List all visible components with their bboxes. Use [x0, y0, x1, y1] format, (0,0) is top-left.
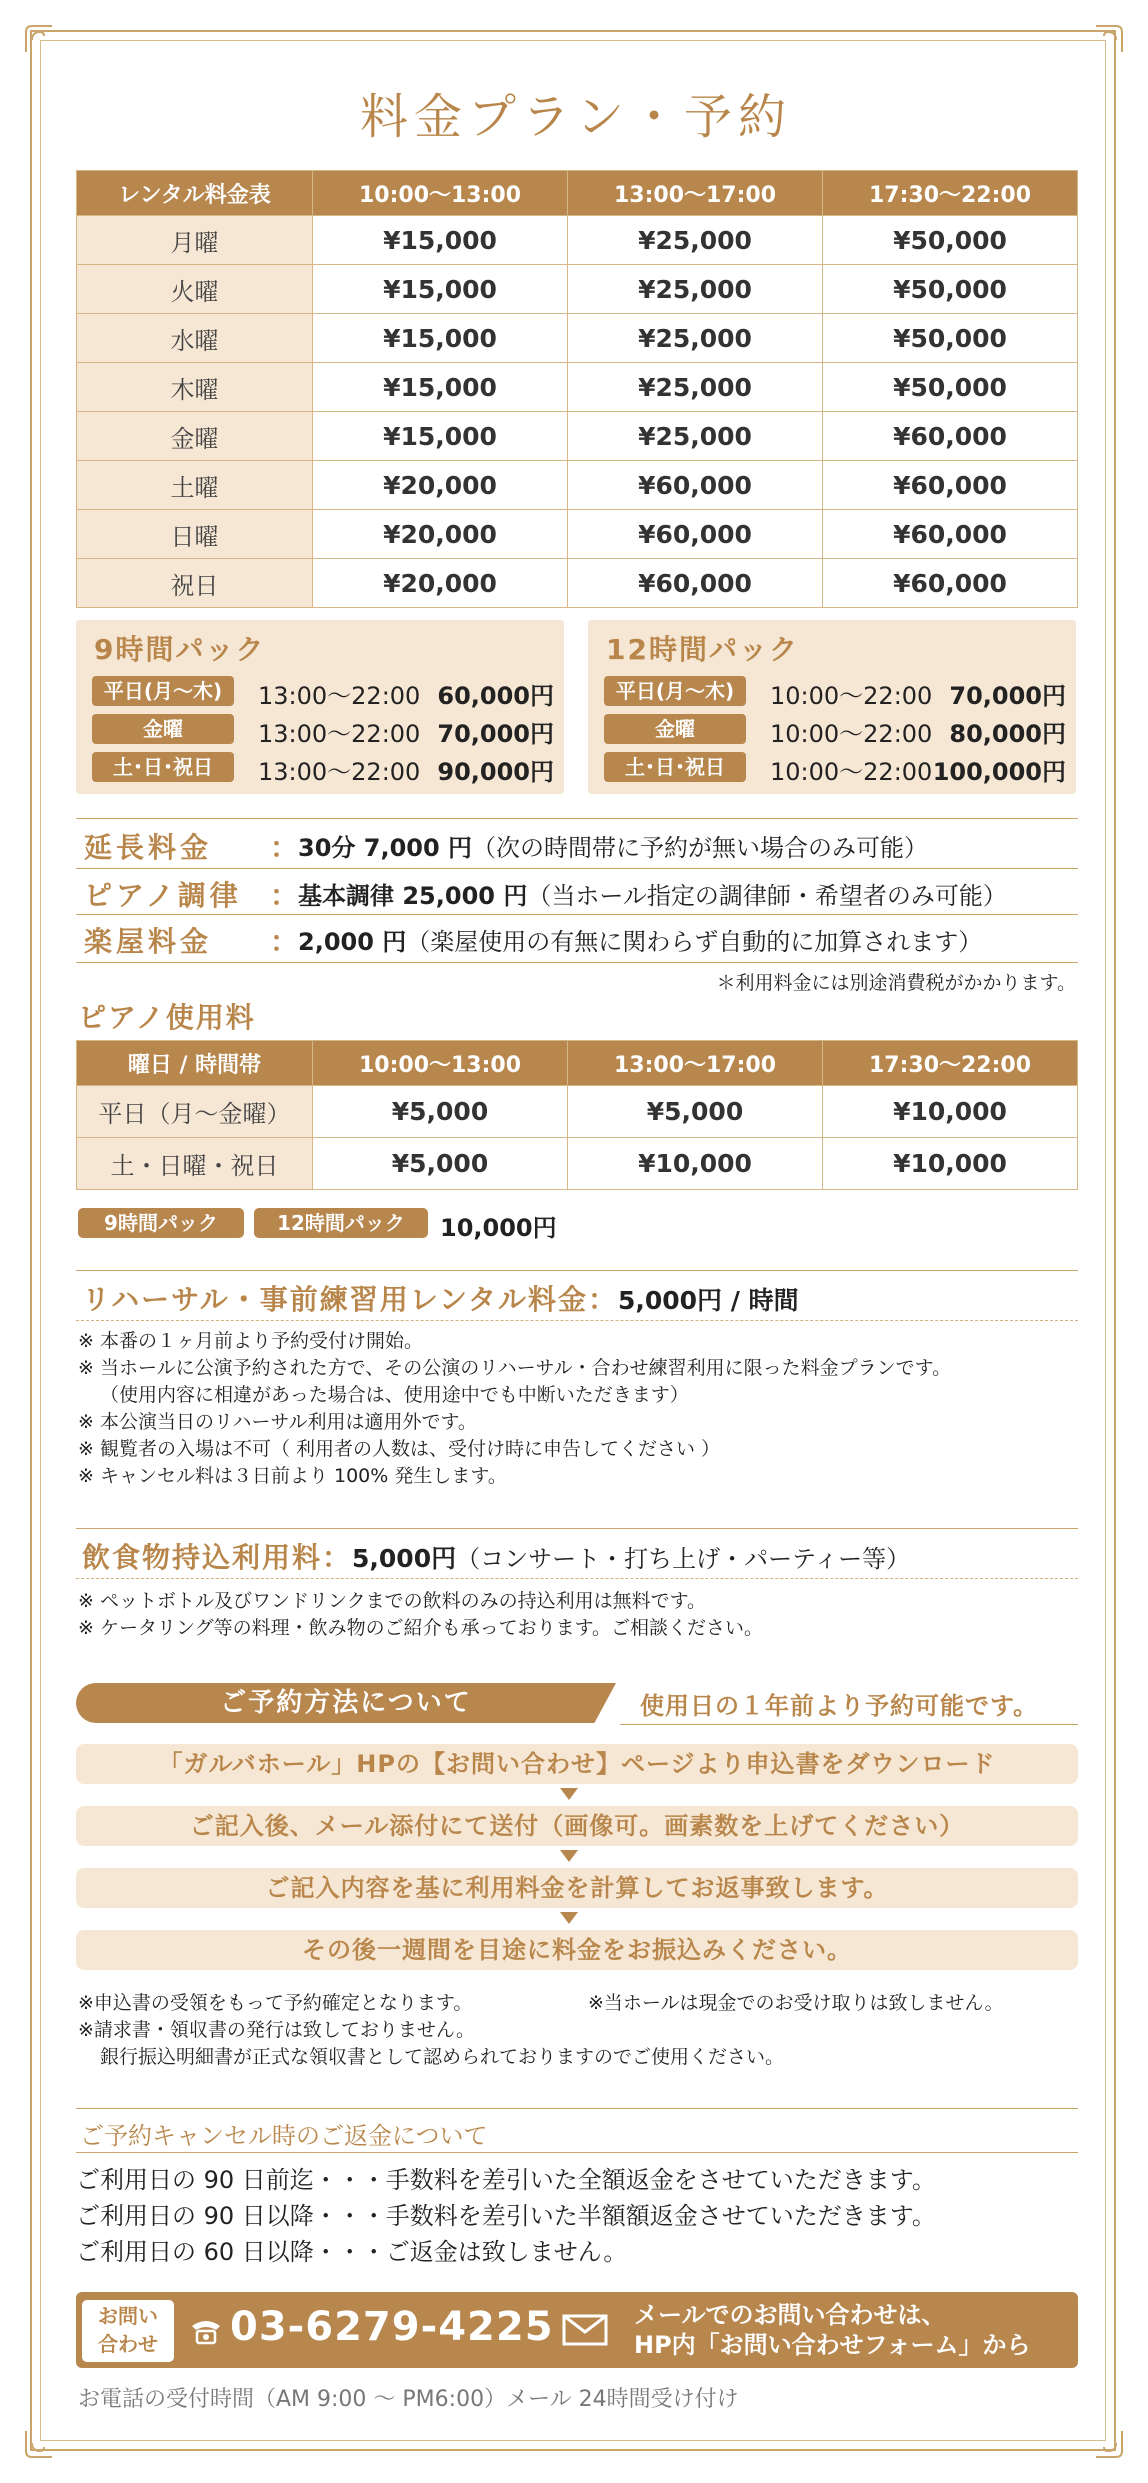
piano-price-table — [76, 1040, 1078, 1190]
table-row — [77, 363, 1078, 412]
price-cell: ¥15,000 — [313, 412, 568, 461]
pack-time: 10:00〜22:00 — [770, 758, 933, 786]
day-cell: 平日（月〜金曜） — [77, 1086, 313, 1138]
table-header: 17:30〜22:00 — [823, 1041, 1078, 1086]
pack-row — [604, 712, 1074, 746]
table-row — [77, 559, 1078, 608]
divider — [76, 962, 1078, 963]
pack-day-badge: 金曜 — [604, 714, 746, 744]
pack-badge-12h: 12時間パック — [254, 1208, 428, 1238]
fee-note: （当ホール指定の調律師・希望者のみ可能） — [527, 882, 1007, 910]
fee-note: （楽屋使用の有無に関わらず自動的に加算されます） — [406, 928, 983, 956]
price-cell: ¥60,000 — [568, 510, 823, 559]
price-cell: ¥60,000 — [823, 412, 1078, 461]
day-cell: 木曜 — [77, 363, 313, 412]
pack-price: 100,000円 — [932, 758, 1066, 786]
divider — [76, 914, 1078, 915]
pack-title: 12時間パック — [606, 633, 799, 666]
fee-amount: 30分 7,000 円 — [298, 834, 473, 862]
food-value: 5,000円 — [352, 1544, 457, 1573]
pack-time: 10:00〜22:00 — [770, 682, 933, 710]
table-row — [77, 1086, 1078, 1138]
rehearsal-note: ※ 本公演当日のリハーサル利用は適用外です。 — [78, 1411, 477, 1433]
contact-mail-line: メールでのお問い合わせは、 — [634, 2301, 946, 2329]
reserve-note: 銀行振込明細書が正式な領収書として認められておりますのでご使用ください。 — [100, 2046, 785, 2068]
divider — [620, 1724, 1078, 1725]
corner-ornament-icon — [1092, 2427, 1126, 2461]
reserve-step-2: ご記入後、メール添付にて送付（画像可。画素数を上げてください） — [76, 1806, 1078, 1846]
contact-mail-text — [634, 2300, 1030, 2360]
contact-bar — [76, 2292, 1078, 2368]
food-row — [82, 1536, 1082, 1576]
rehearsal-value: 5,000円 / 時間 — [617, 1286, 799, 1315]
fee-value — [298, 922, 982, 957]
reserve-note: ※申込書の受領をもって予約確定となります。 — [78, 1992, 473, 2014]
table-row — [77, 314, 1078, 363]
price-cell: ¥60,000 — [823, 461, 1078, 510]
reserve-note: ※請求書・領収書の発行は致しておりません。 — [78, 2019, 476, 2041]
price-cell: ¥50,000 — [823, 265, 1078, 314]
fee-value — [298, 876, 1007, 911]
step-arrow-icon — [560, 1912, 578, 1924]
divider — [76, 1528, 1078, 1529]
table-header-row — [77, 1041, 1078, 1086]
day-cell: 土・日曜・祝日 — [77, 1138, 313, 1190]
cancel-line: ご利用日の 90 日以降・・・手数料を差引いた半額額返金させていただきます。 — [76, 2202, 936, 2230]
divider — [76, 2152, 1078, 2153]
price-cell: ¥25,000 — [568, 265, 823, 314]
food-label: 飲食物持込利用料： — [82, 1541, 353, 1574]
table-row — [77, 510, 1078, 559]
fee-colon: ： — [270, 925, 299, 958]
pack-price: 90,000円 — [437, 758, 554, 786]
pack-row — [92, 750, 562, 784]
piano-pack-price: 10,000円 — [440, 1214, 557, 1242]
table-row — [77, 216, 1078, 265]
price-cell: ¥60,000 — [823, 510, 1078, 559]
pack-row — [604, 750, 1074, 784]
contact-badge — [82, 2300, 174, 2362]
table-header: 13:00〜17:00 — [568, 171, 823, 216]
price-cell: ¥10,000 — [568, 1138, 823, 1190]
pack-price: 70,000円 — [949, 682, 1066, 710]
rehearsal-note: ※ 観覧者の入場は不可（ 利用者の人数は、受付け時に申告してください ） — [78, 1438, 721, 1460]
pack-time: 13:00〜22:00 — [258, 682, 421, 710]
price-cell: ¥15,000 — [313, 363, 568, 412]
tax-note: ＊利用料金には別途消費税がかかります。 — [716, 972, 1076, 994]
fee-label: ピアノ調律 — [84, 879, 242, 912]
rehearsal-note: ※ キャンセル料は３日前より 100% 発生します。 — [78, 1465, 507, 1487]
contact-hours: お電話の受付時間（AM 9:00 〜 PM6:00）メール 24時間受け付け — [78, 2387, 739, 2412]
cancel-line: ご利用日の 60 日以降・・・ご返金は致しません。 — [76, 2238, 628, 2266]
table-header-row — [77, 171, 1078, 216]
pack-price: 80,000円 — [949, 720, 1066, 748]
price-cell: ¥50,000 — [823, 314, 1078, 363]
price-cell: ¥10,000 — [823, 1086, 1078, 1138]
rehearsal-note: ※ 当ホールに公演予約された方で、その公演のリハーサル・合わせ練習利用に限った料金プランです。 — [78, 1357, 952, 1379]
cancel-line: ご利用日の 90 日前迄・・・手数料を差引いた全額返金をさせていただきます。 — [76, 2166, 936, 2194]
price-cell: ¥5,000 — [568, 1086, 823, 1138]
corner-ornament-icon — [22, 2427, 56, 2461]
dotted-divider — [76, 1320, 1078, 1321]
price-cell: ¥5,000 — [313, 1086, 568, 1138]
price-cell: ¥20,000 — [313, 510, 568, 559]
pack-box-12h — [588, 620, 1076, 794]
contact-phone[interactable]: 03-6279-4225 — [230, 2304, 554, 2350]
table-row — [77, 412, 1078, 461]
divider — [76, 2108, 1078, 2109]
step-arrow-icon — [560, 1850, 578, 1862]
rehearsal-note: ※ 本番の１ヶ月前より予約受付け開始。 — [78, 1330, 423, 1352]
price-cell: ¥60,000 — [568, 559, 823, 608]
pack-day-badge: 平日(月〜木) — [604, 676, 746, 706]
price-cell: ¥25,000 — [568, 314, 823, 363]
price-cell: ¥5,000 — [313, 1138, 568, 1190]
pack-time: 13:00〜22:00 — [258, 720, 421, 748]
contact-badge-line: 合わせ — [98, 2332, 158, 2356]
pack-time: 13:00〜22:00 — [258, 758, 421, 786]
fee-label: 延長料金 — [84, 831, 213, 864]
rehearsal-label: リハーサル・事前練習用レンタル料金： — [82, 1283, 618, 1316]
fee-label: 楽屋料金 — [84, 925, 213, 958]
pack-row — [604, 674, 1074, 708]
reserve-step-4: その後一週間を目途に料金をお振込みください。 — [76, 1930, 1078, 1970]
corner-ornament-icon — [22, 22, 56, 56]
price-cell: ¥15,000 — [313, 265, 568, 314]
divider — [76, 1270, 1078, 1271]
rehearsal-row — [82, 1278, 1082, 1318]
mail-icon — [562, 2314, 608, 2346]
price-cell: ¥15,000 — [313, 314, 568, 363]
table-header: 曜日 / 時間帯 — [77, 1041, 313, 1086]
reserve-title: ご予約方法について — [220, 1688, 472, 1718]
price-cell: ¥20,000 — [313, 461, 568, 510]
table-header: 10:00〜13:00 — [313, 171, 568, 216]
day-cell: 日曜 — [77, 510, 313, 559]
fee-amount: 2,000 円 — [298, 928, 407, 956]
cancel-title: ご予約キャンセル時のご返金について — [80, 2122, 488, 2150]
day-cell: 月曜 — [77, 216, 313, 265]
day-cell: 土曜 — [77, 461, 313, 510]
pack-title: 9時間パック — [94, 633, 266, 666]
pack-box-9h — [76, 620, 564, 794]
table-header: 10:00〜13:00 — [313, 1041, 568, 1086]
reserve-step-1: 「ガルバホール」HPの【お問い合わせ】ページより申込書をダウンロード — [76, 1744, 1078, 1784]
page-title: 料金プラン・予約 — [359, 89, 792, 145]
pack-row — [92, 674, 562, 708]
rental-price-table — [76, 170, 1078, 608]
table-header: レンタル料金表 — [77, 171, 313, 216]
rehearsal-note: （使用内容に相違があった場合は、使用途中でも中断いただきます） — [100, 1384, 689, 1406]
divider — [76, 818, 1078, 819]
pack-day-badge: 土･日･祝日 — [604, 752, 746, 782]
pack-price: 60,000円 — [437, 682, 554, 710]
price-cell: ¥20,000 — [313, 559, 568, 608]
price-cell: ¥15,000 — [313, 216, 568, 265]
fee-amount: 基本調律 25,000 円 — [298, 882, 528, 910]
price-cell: ¥60,000 — [823, 559, 1078, 608]
pack-price: 70,000円 — [437, 720, 554, 748]
corner-ornament-icon — [1092, 22, 1126, 56]
pack-time: 10:00〜22:00 — [770, 720, 933, 748]
price-cell: ¥50,000 — [823, 363, 1078, 412]
reserve-note: ※当ホールは現金でのお受け取りは致しません。 — [588, 1992, 1004, 2014]
table-header: 17:30〜22:00 — [823, 171, 1078, 216]
reserve-step-3: ご記入内容を基に利用料金を計算してお返事致します。 — [76, 1868, 1078, 1908]
dotted-divider — [76, 1578, 1078, 1579]
price-cell: ¥50,000 — [823, 216, 1078, 265]
reserve-subtitle: 使用日の１年前より予約可能です。 — [640, 1692, 1039, 1720]
price-cell: ¥10,000 — [823, 1138, 1078, 1190]
fee-colon: ： — [270, 831, 299, 864]
price-cell: ¥25,000 — [568, 363, 823, 412]
piano-section-title: ピアノ使用料 — [78, 1001, 256, 1034]
fee-row-piano-tuning — [84, 874, 1084, 914]
pack-badge-9h: 9時間パック — [78, 1208, 244, 1238]
fee-colon: ： — [270, 879, 299, 912]
divider — [76, 868, 1078, 869]
pack-day-badge: 土･日･祝日 — [92, 752, 234, 782]
table-row — [77, 265, 1078, 314]
pack-day-badge: 金曜 — [92, 714, 234, 744]
table-header: 13:00〜17:00 — [568, 1041, 823, 1086]
pack-row — [92, 712, 562, 746]
food-note: （コンサート・打ち上げ・パーティー等） — [456, 1545, 911, 1573]
day-cell: 火曜 — [77, 265, 313, 314]
fee-row-dressing-room — [84, 920, 1084, 960]
table-row — [77, 461, 1078, 510]
pack-day-badge: 平日(月〜木) — [92, 676, 234, 706]
contact-mail-line: HP内「お問い合わせフォーム」から — [634, 2331, 1031, 2359]
food-note-line: ※ ペットボトル及びワンドリンクまでの飲料のみの持込利用は無料です。 — [78, 1590, 707, 1612]
price-cell: ¥25,000 — [568, 216, 823, 265]
fee-value — [298, 828, 928, 863]
day-cell: 祝日 — [77, 559, 313, 608]
price-cell: ¥60,000 — [568, 461, 823, 510]
price-cell: ¥25,000 — [568, 412, 823, 461]
step-arrow-icon — [560, 1788, 578, 1800]
contact-badge-line: お問い — [98, 2304, 158, 2328]
day-cell: 水曜 — [77, 314, 313, 363]
fee-row-extension — [84, 826, 1084, 866]
food-note-line: ※ ケータリング等の料理・飲み物のご紹介も承っております。ご相談ください。 — [78, 1617, 764, 1639]
phone-icon — [188, 2314, 224, 2346]
fee-note: （次の時間帯に予約が無い場合のみ可能） — [472, 834, 929, 862]
table-row — [77, 1138, 1078, 1190]
day-cell: 金曜 — [77, 412, 313, 461]
